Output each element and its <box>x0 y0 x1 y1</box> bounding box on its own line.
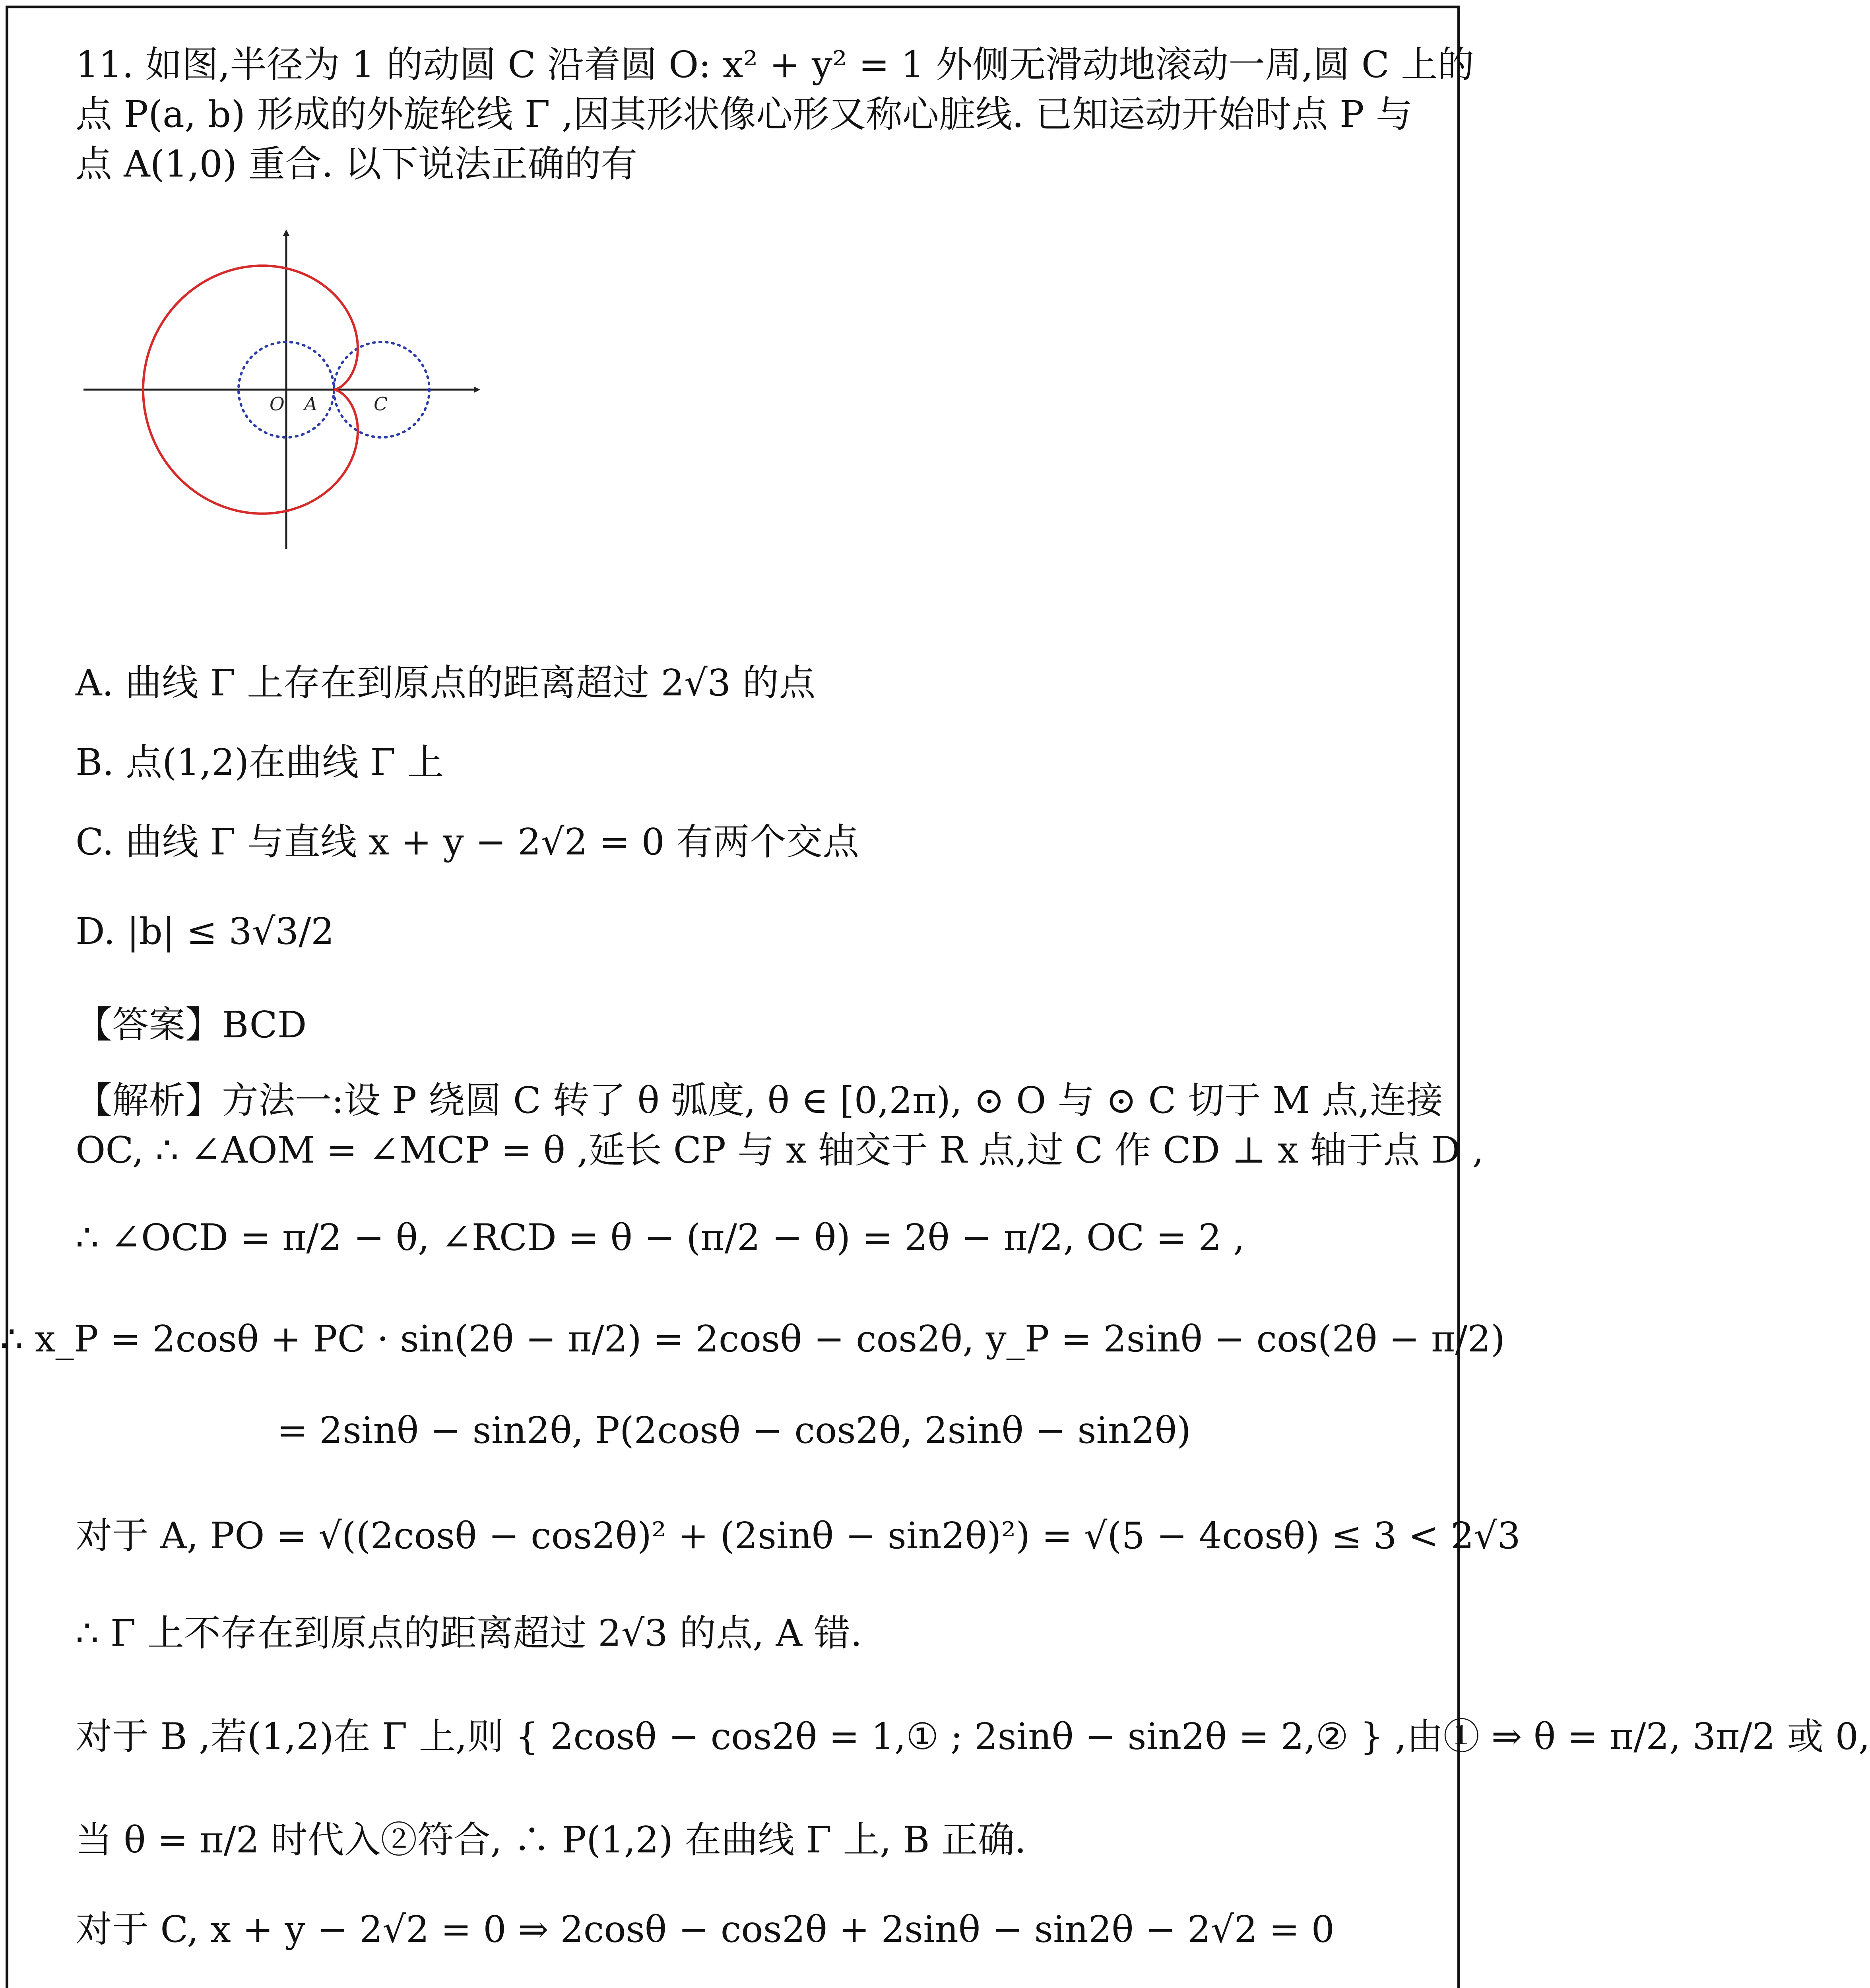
analysis-line-10: 对于 C, x + y − 2√2 = 0 ⇒ 2cosθ − cos2θ + 2sinθ − sin2θ − 2√2 = 0 <box>76 1908 1335 1951</box>
problem-stem-line-1: 11. 如图,半径为 1 的动圆 C 沿着圆 O: x² + y² = 1 外侧无滑动地滚动一周,圆 C 上的 <box>76 43 1474 86</box>
cardioid-figure <box>76 223 493 553</box>
option-c: C. 曲线 Γ 与直线 x + y − 2√2 = 0 有两个交点 <box>76 821 859 863</box>
analysis-line-9: 当 θ = π/2 时代入②符合, ∴ P(1,2) 在曲线 Γ 上, B 正确. <box>76 1819 1026 1861</box>
answer-line: 【答案】BCD <box>76 1004 307 1046</box>
option-d: D. |b| ≤ 3√3/2 <box>76 910 334 953</box>
analysis-line-4: ∴ x_P = 2cosθ + PC · sin(2θ − π/2) = 2cosθ − cos2θ, y_P = 2sinθ − cos(2θ − π/2) <box>0 1318 1505 1360</box>
analysis-line-7: ∴ Γ 上不存在到原点的距离超过 2√3 的点, A 错. <box>76 1612 862 1654</box>
analysis-line-1: 【解析】方法一:设 P 绕圆 C 转了 θ 弧度, θ ∈ [0,2π), ⊙ O 与 ⊙ C 切于 M 点,连接 <box>76 1079 1443 1122</box>
analysis-line-2: OC, ∴ ∠AOM = ∠MCP = θ ,延长 CP 与 x 轴交于 R 点,过 C 作 CD ⊥ x 轴于点 D , <box>76 1129 1484 1171</box>
label-a: A <box>304 393 318 415</box>
option-b: B. 点(1,2)在曲线 Γ 上 <box>76 741 444 784</box>
analysis-line-5: = 2sinθ − sin2θ, P(2cosθ − cos2θ, 2sinθ − sin2θ) <box>277 1409 1191 1452</box>
analysis-line-3: ∴ ∠OCD = π/2 − θ, ∠RCD = θ − (π/2 − θ) = 2θ − π/2, OC = 2 , <box>76 1216 1245 1259</box>
analysis-line-8: 对于 B ,若(1,2)在 Γ 上,则 { 2cosθ − cos2θ = 1,① ; 2sinθ − sin2θ = 2,② } ,由① ⇒ θ = π/2, 3π/2 或 0, <box>76 1715 1870 1758</box>
problem-stem-line-2: 点 P(a, b) 形成的外旋轮线 Γ ,因其形状像心形又称心脏线. 已知运动开始时点 P 与 <box>76 93 1412 136</box>
label-o: O <box>270 393 285 415</box>
label-c: C <box>374 393 388 415</box>
analysis-line-6: 对于 A, PO = √((2cosθ − cos2θ)² + (2sinθ − sin2θ)²) = √(5 − 4cosθ) ≤ 3 < 2√3 <box>76 1514 1521 1557</box>
option-a: A. 曲线 Γ 上存在到原点的距离超过 2√3 的点 <box>76 662 816 704</box>
problem-stem-line-3: 点 A(1,0) 重合. 以下说法正确的有 <box>76 143 638 185</box>
